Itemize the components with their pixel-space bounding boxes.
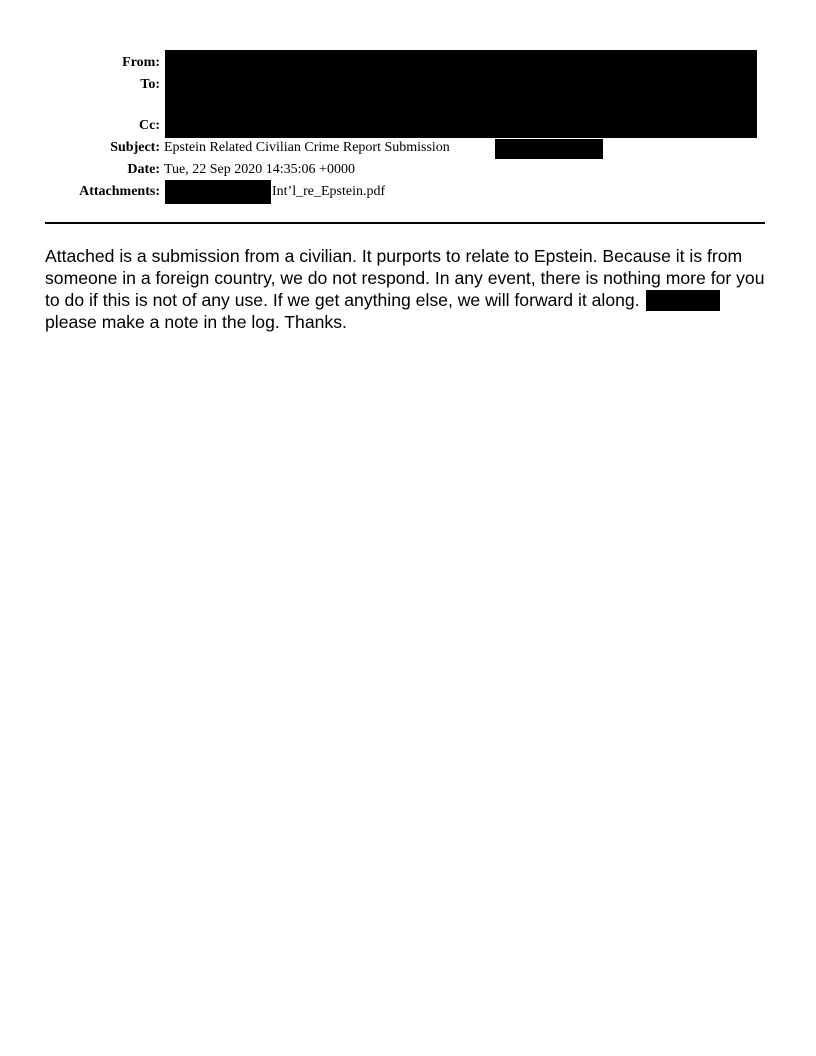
cc-label: Cc: [139, 118, 160, 133]
email-body [45, 245, 770, 333]
subject-label: Subject: [110, 140, 160, 155]
from-label: From: [122, 55, 160, 70]
body-text-part-2: please make a note in the log. Thanks. [45, 312, 347, 332]
header-divider [45, 222, 765, 224]
date-label: Date: [127, 162, 160, 177]
body-name-redaction [646, 290, 720, 311]
subject-redaction [495, 139, 603, 159]
date-value: Tue, 22 Sep 2020 14:35:06 +0000 [164, 162, 355, 177]
recipients-redaction-block [165, 50, 757, 138]
attachment-redaction [165, 180, 271, 204]
attachments-label: Attachments: [79, 184, 160, 199]
body-text-part-1: Attached is a submission from a civilian. It purports to relate to Epstein. Because it is from someone in a foreign country, we do not respond. In any event, there is nothing more for you to do if this is not of any use. If we get anything else, we will forward it along. [45, 246, 765, 310]
subject-value: Epstein Related Civilian Crime Report Submission [164, 140, 450, 155]
attachment-filename: Int’l_re_Epstein.pdf [272, 184, 386, 199]
to-label: To: [140, 77, 160, 92]
